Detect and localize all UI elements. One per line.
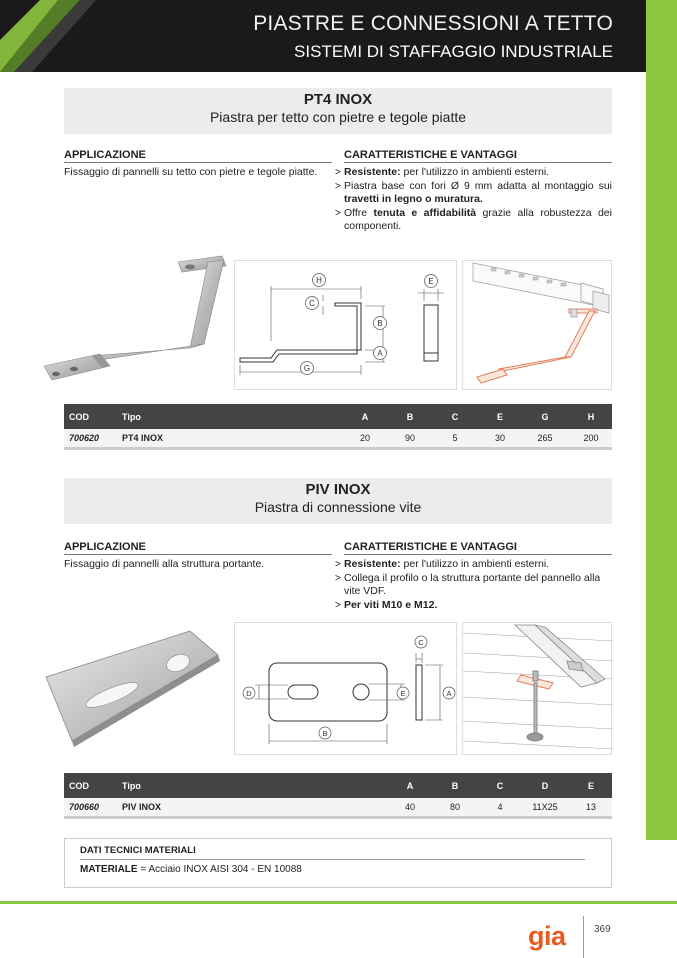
col-header: G — [541, 411, 549, 422]
pt4-product-photo — [40, 248, 230, 388]
col-header: H — [587, 411, 595, 422]
col-header-tipo: Tipo — [122, 780, 141, 791]
product-description: Piastra di connessione vite — [254, 499, 422, 515]
col-header-cod: COD — [69, 780, 89, 791]
col-header: C — [451, 411, 459, 422]
pt4-installation-drawing — [462, 260, 612, 390]
materials-value: MATERIALE = Acciaio INOX AISI 304 - EN 10088 — [80, 864, 302, 875]
cell: 20 — [359, 433, 371, 443]
col-header: E — [496, 411, 504, 422]
feature-item: > Per viti M10 e M12. — [336, 599, 612, 613]
header-title: PIASTRE E CONNESSIONI A TETTO — [253, 12, 613, 35]
col-header: C — [496, 780, 504, 791]
piv-product-photo — [40, 625, 230, 750]
cell-cod: 700620 — [69, 433, 100, 443]
table-header — [64, 404, 612, 429]
col-header: A — [406, 780, 414, 791]
dim-label-e: E — [400, 689, 406, 698]
col-header-cod: COD — [69, 411, 89, 422]
dim-label-c: C — [309, 299, 315, 308]
pt4-technical-drawing — [234, 260, 457, 390]
dim-label-h: H — [316, 276, 322, 285]
pt4-spec-table — [64, 404, 612, 450]
cell-tipo: PIV INOX — [122, 802, 162, 812]
feature-item: > Offre tenuta e affidabilità grazie alla robustezza dei componenti. — [336, 207, 612, 234]
side-accent-bar — [646, 0, 677, 840]
table-row — [64, 798, 612, 819]
cell: 90 — [404, 433, 416, 443]
application-text: Fissaggio di pannelli alla struttura portante. — [64, 558, 265, 570]
product-name: PT4 INOX — [303, 91, 373, 108]
materials-heading: DATI TECNICI MATERIALI — [80, 845, 585, 860]
page-number: 369 — [594, 924, 611, 935]
page-header — [0, 0, 677, 72]
features-heading: CARATTERISTICHE E VANTAGGI — [344, 541, 612, 555]
materials-box — [64, 838, 612, 888]
feature-item: > Resistente: per l'utilizzo in ambienti esterni. — [336, 558, 612, 572]
dim-label-b: B — [322, 729, 328, 738]
cell: 40 — [404, 802, 416, 812]
product-title-band — [64, 88, 612, 134]
cell: 265 — [537, 433, 553, 443]
col-header: E — [587, 780, 595, 791]
features-list — [336, 166, 612, 234]
cell-cod: 700660 — [69, 802, 100, 812]
cell: 13 — [585, 802, 597, 812]
dim-label-a: A — [377, 349, 383, 358]
cell-tipo: PT4 INOX — [122, 433, 164, 443]
table-header — [64, 773, 612, 798]
features-heading: CARATTERISTICHE E VANTAGGI — [344, 149, 612, 163]
footer-line — [0, 901, 677, 904]
product-description: Piastra per tetto con pietre e tegole piatte — [209, 109, 467, 125]
application-heading: APPLICAZIONE — [64, 541, 332, 555]
dim-label-e: E — [428, 277, 434, 286]
col-header-tipo: Tipo — [122, 411, 141, 422]
application-heading: APPLICAZIONE — [64, 149, 332, 163]
footer-divider — [583, 916, 584, 958]
dim-label-c: C — [418, 638, 424, 647]
cell: 80 — [449, 802, 461, 812]
feature-item: > Resistente: per l'utilizzo in ambienti esterni. — [336, 166, 612, 180]
product-name: PIV INOX — [305, 481, 371, 498]
table-row — [64, 429, 612, 450]
dim-label-b: B — [377, 319, 383, 328]
col-header: A — [361, 411, 369, 422]
application-text: Fissaggio di pannelli su tetto con pietre e tegole piatte. — [64, 166, 318, 178]
piv-spec-table — [64, 773, 612, 819]
col-header: D — [541, 780, 549, 791]
features-list — [336, 558, 612, 612]
dim-label-g: G — [303, 364, 311, 373]
feature-item: > Piastra base con fori Ø 9 mm adatta al montaggio sui travetti in legno o muratura. — [336, 180, 612, 207]
col-header: B — [406, 411, 414, 422]
piv-installation-drawing — [462, 622, 612, 755]
piv-technical-drawing — [234, 622, 457, 755]
col-header: B — [451, 780, 459, 791]
cell: 11X25 — [532, 802, 558, 812]
feature-item: > Collega il profilo o la struttura portante del pannello alla vite VDF. — [336, 572, 612, 599]
dim-label-d: D — [246, 689, 252, 698]
gia-logo: gia — [528, 921, 566, 951]
cell: 5 — [452, 433, 458, 443]
header-subtitle: SISTEMI DI STAFFAGGIO INDUSTRIALE — [294, 42, 613, 61]
cell: 4 — [497, 802, 503, 812]
cell: 30 — [494, 433, 506, 443]
product-title-band — [64, 478, 612, 524]
dim-label-a: A — [446, 689, 452, 698]
cell: 200 — [583, 433, 599, 443]
